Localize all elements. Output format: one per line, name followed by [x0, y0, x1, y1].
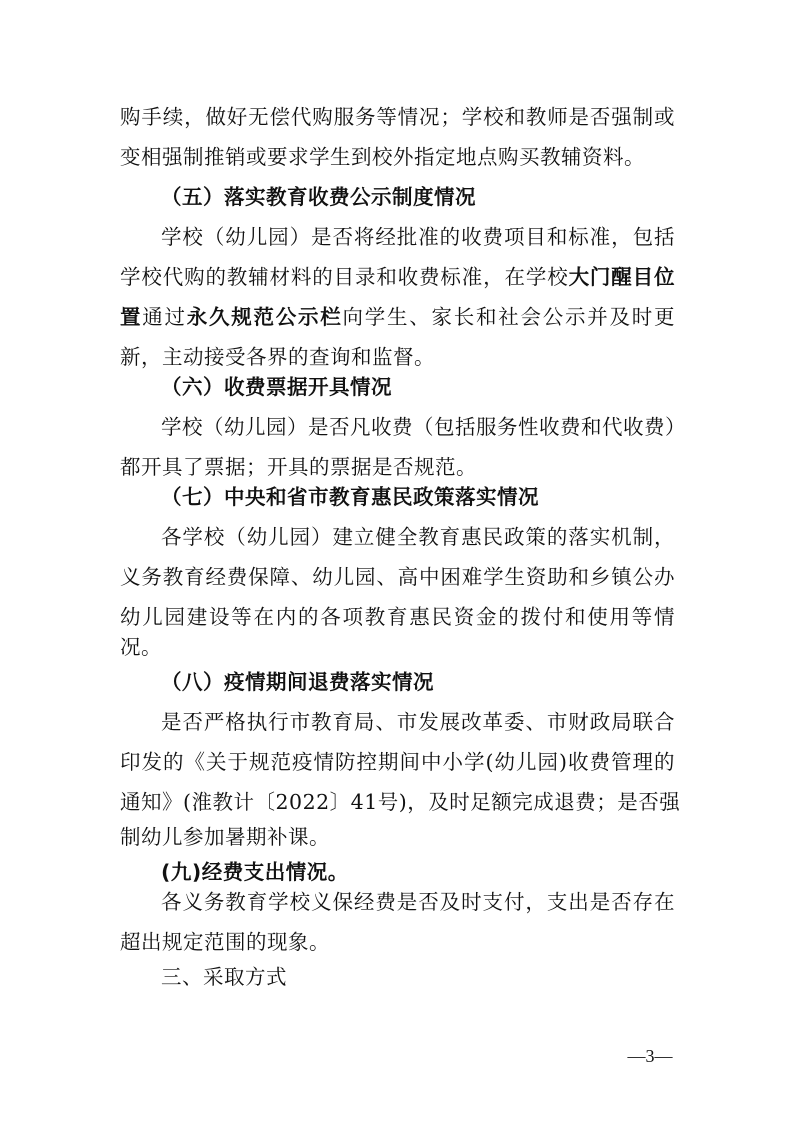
paragraph-line: 学校（幼儿园）是否凡收费（包括服务性收费和代收费） [161, 415, 686, 439]
paragraph-line: 变相强制推销或要求学生到校外指定地点购买教辅资料。 [120, 145, 645, 169]
section-heading-9: (九)经费支出情况。 [161, 860, 349, 884]
paragraph-line: 各义务教育学校义保经费是否及时支付，支出是否存在 [161, 890, 675, 914]
section-heading-5: （五）落实教育收费公示制度情况 [161, 185, 476, 209]
paragraph-line [120, 297, 675, 337]
page-number: —3— [627, 1046, 673, 1066]
paragraph-line: 购手续，做好无偿代购服务等情况；学校和教师是否强制或 [120, 105, 675, 129]
paragraph-line: 义务教育经费保障、幼儿园、高中困难学生资助和乡镇公办 [120, 565, 675, 589]
text-run: 向学生、家长和社会公示并及时更 [342, 305, 675, 329]
emphasis-text: 永久规范公示栏 [186, 305, 343, 329]
emphasis-text: 大门醒目位 [568, 265, 676, 289]
text-run: 学校代购的教辅材料的目录和收费标准，在学校 [120, 265, 569, 289]
paragraph-line: 印发的《关于规范疫情防控期间中小学(幼儿园)收费管理的 [120, 750, 675, 774]
emphasis-text: 置 [120, 305, 143, 329]
paragraph-line: 超出规定范围的现象。 [120, 930, 330, 954]
paragraph-line: 制幼儿参加暑期补课。 [120, 825, 330, 849]
paragraph-line: 都开具了票据；开具的票据是否规范。 [120, 455, 477, 479]
paragraph-line: 是否严格执行市教育局、市发展改革委、市财政局联合 [161, 710, 675, 734]
paragraph-line: 各学校（幼儿园）建立健全教育惠民政策的落实机制， [161, 525, 675, 549]
section-heading-6: （六）收费票据开具情况 [161, 375, 392, 399]
paragraph-line: 幼儿园建设等在内的各项教育惠民资金的拨付和使用等情 [120, 605, 675, 629]
section-heading-8: （八）疫情期间退费落实情况 [161, 670, 434, 694]
section-heading-7: （七）中央和省市教育惠民政策落实情况 [161, 485, 539, 509]
paragraph-line [120, 257, 675, 297]
paragraph-line: 学校（幼儿园）是否将经批准的收费项目和标准，包括 [161, 225, 675, 249]
paragraph-line: 新，主动接受各界的查询和监督。 [120, 345, 435, 369]
section-heading-3: 三、采取方式 [161, 965, 287, 989]
paragraph-line: 通知》(淮教计〔2022〕41号)，及时足额完成退费；是否强 [120, 790, 681, 814]
text-run: 通过 [142, 305, 187, 329]
paragraph-line: 况。 [120, 635, 162, 659]
